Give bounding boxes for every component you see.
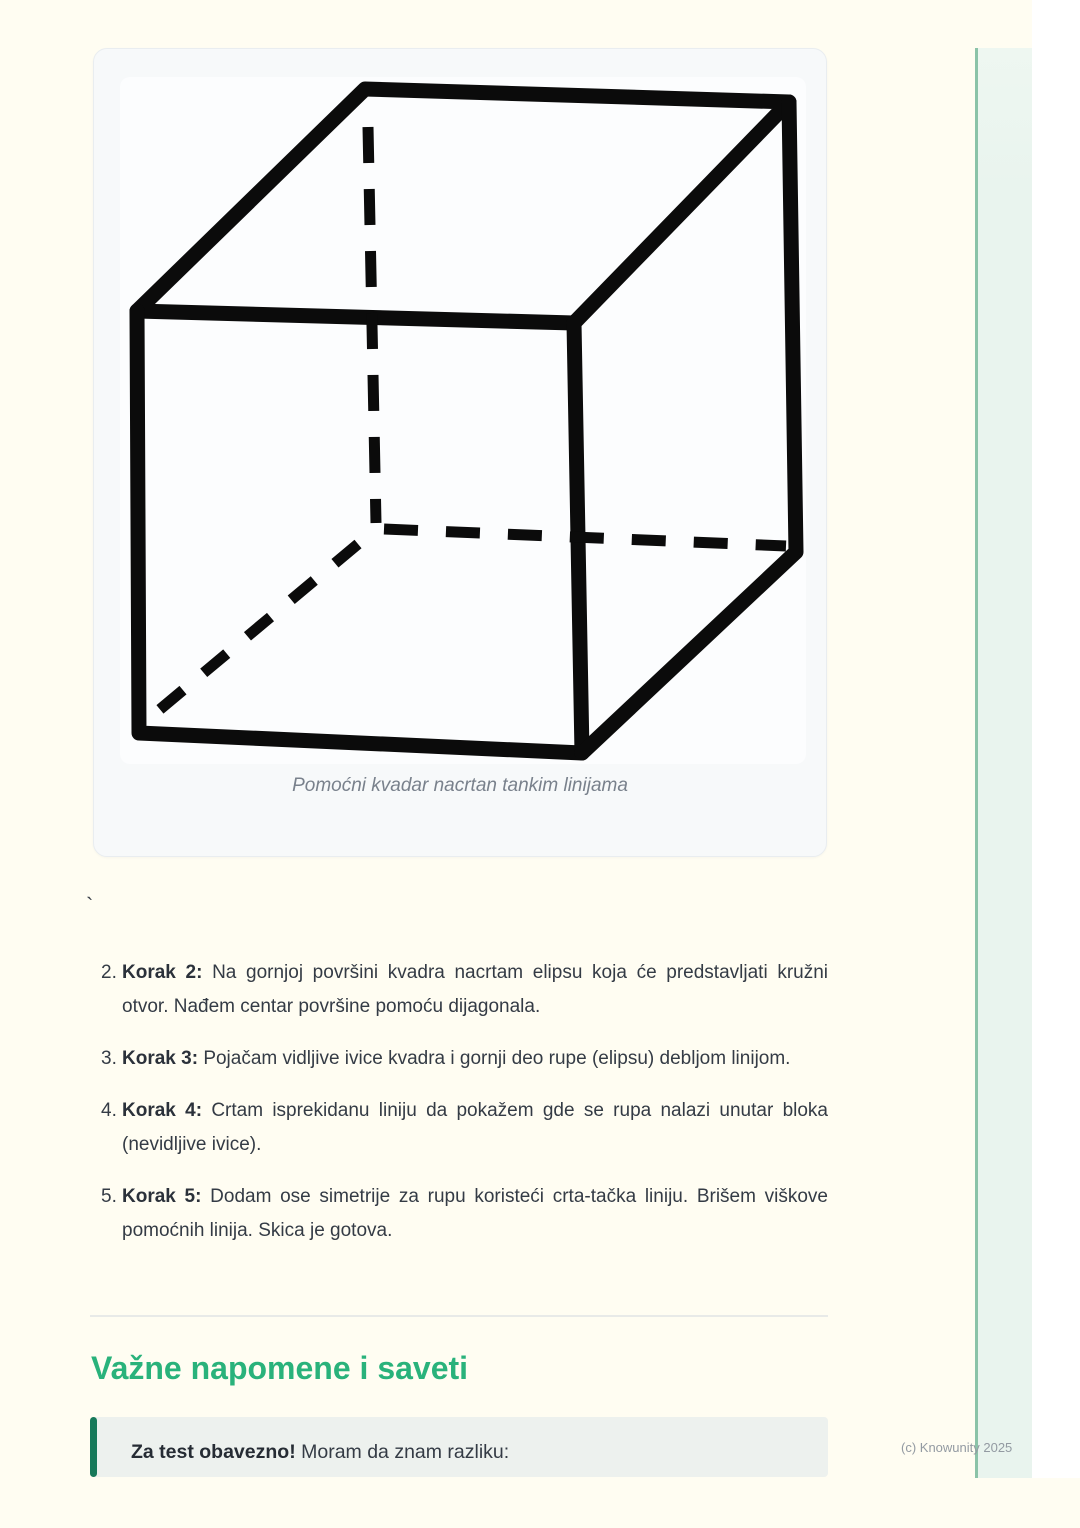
cuboid-hidden-vertical-edge	[368, 127, 376, 523]
step-item-4	[90, 1094, 828, 1162]
callout-label: Za test obavezno!	[131, 1441, 296, 1463]
callout-accent-bar	[90, 1417, 97, 1477]
copyright-watermark: (c) Knowunity 2025	[901, 1440, 1013, 1455]
step-label: Korak 3:	[122, 1048, 199, 1069]
step-number: 5.	[101, 1186, 117, 1207]
step-number: 3.	[101, 1048, 117, 1069]
step-item-2	[90, 956, 828, 1024]
stray-backtick: `	[86, 893, 94, 918]
step-label: Korak 5:	[122, 1186, 202, 1207]
figure-caption: Pomoćni kvadar nacrtan tankim linijama	[292, 775, 628, 796]
step-label: Korak 2:	[122, 962, 203, 983]
step-label: Korak 4:	[122, 1100, 203, 1121]
step-number: 2.	[101, 962, 117, 983]
cuboid-hidden-left-edge	[158, 544, 358, 711]
callout-text	[131, 1438, 808, 1466]
step-item-5	[90, 1180, 828, 1248]
figure-area	[120, 77, 806, 764]
step-number: 4.	[101, 1100, 117, 1121]
steps-list	[90, 956, 828, 1248]
cuboid-top-face	[137, 89, 789, 323]
right-margin	[1032, 0, 1080, 1478]
cuboid-figure	[120, 77, 806, 764]
figure-card	[93, 48, 827, 857]
step-text: Pojačam vidljive ivice kvadra i gornji deo rupe (elipsu) debljom linijom.	[203, 1048, 791, 1069]
step-text: Crtam isprekidanu liniju da pokažem gde se rupa nalazi unutar bloka (nevidljive ivice).	[122, 1100, 828, 1155]
callout-body: Moram da znam razliku:	[301, 1441, 510, 1463]
step-text: Na gornjoj površini kvadra nacrtam elipsu koja će predstavljati kružni otvor. Nađem centar površine pomoću dijagonala.	[122, 962, 828, 1017]
test-note-callout	[90, 1417, 828, 1477]
next-page-edge-shade	[978, 48, 1032, 188]
section-divider	[90, 1315, 828, 1317]
section-heading: Važne napomene i saveti	[91, 1350, 469, 1386]
next-page-edge	[978, 48, 1032, 1478]
page-edge-line	[975, 48, 978, 1478]
step-item-3	[90, 1042, 828, 1076]
step-text: Dodam ose simetrije za rupu koristeći crta-tačka liniju. Brišem viškove pomoćnih linija. Skica je gotova.	[122, 1186, 828, 1241]
